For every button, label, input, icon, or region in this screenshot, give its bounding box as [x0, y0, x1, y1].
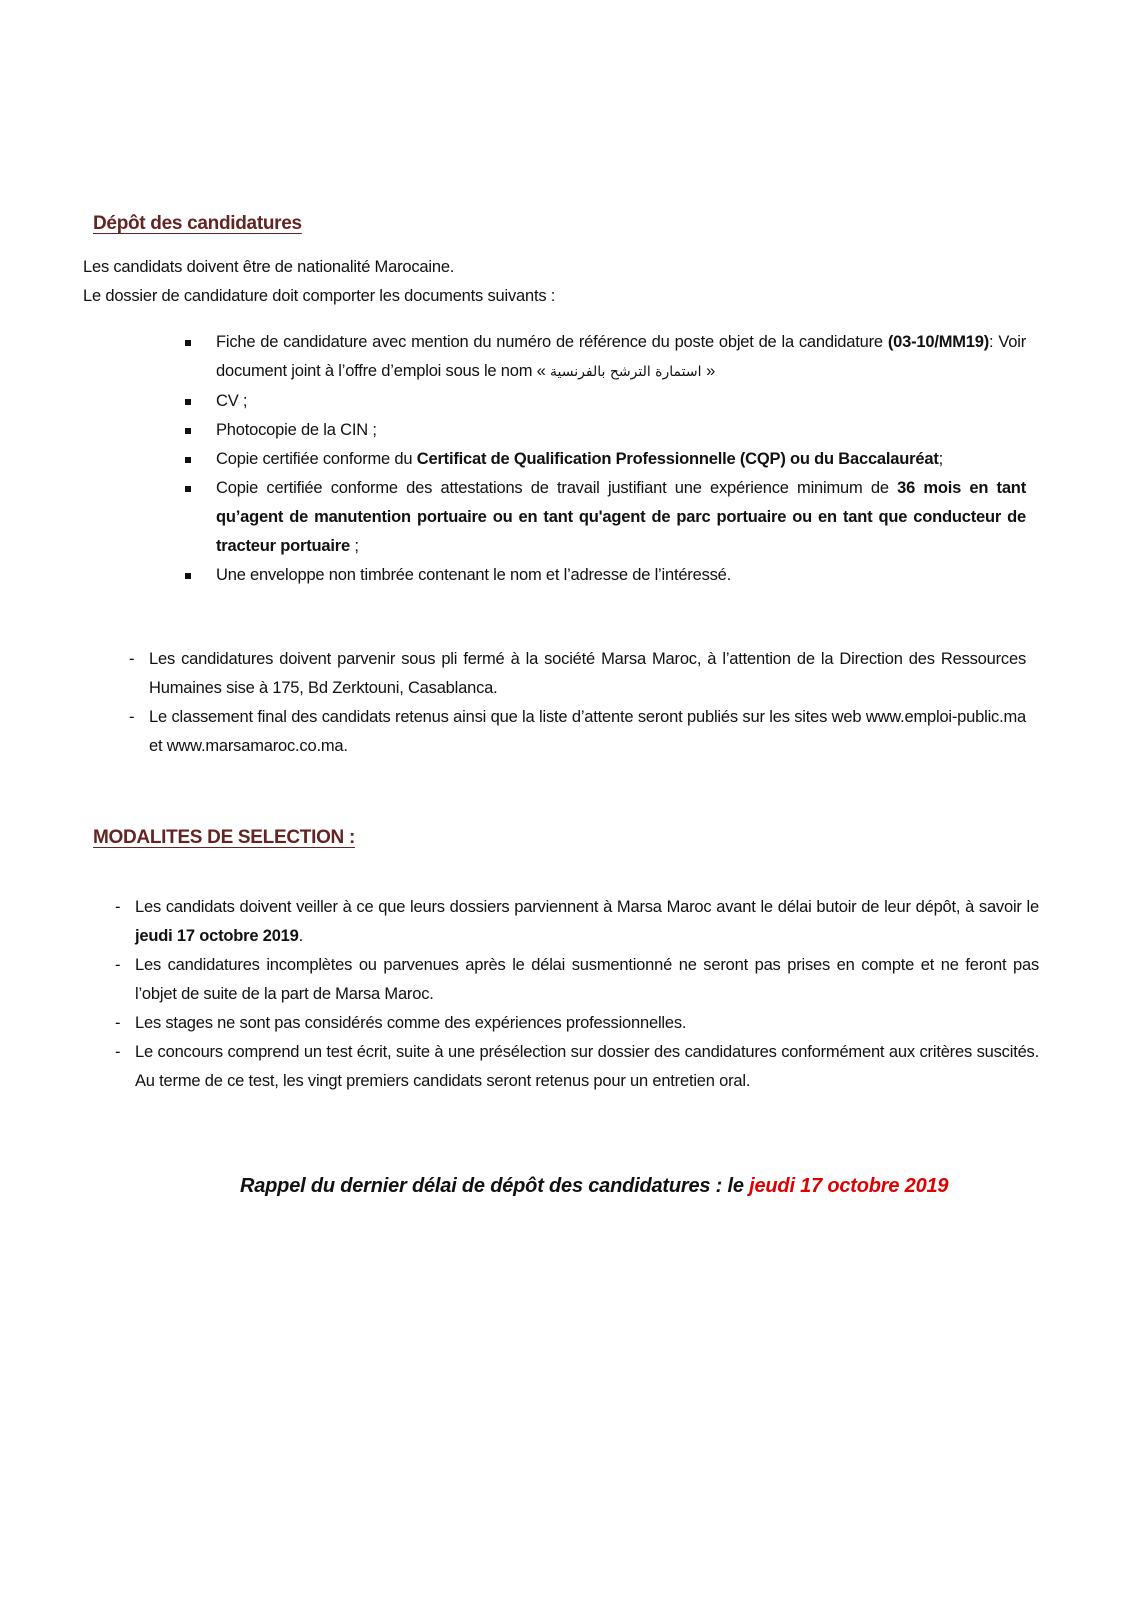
section-heading-selection: MODALITES DE SELECTION :	[93, 827, 355, 848]
list-item: Photocopie de la CIN ;	[216, 416, 1026, 445]
intro-nationality: Les candidats doivent être de nationalité Marocaine.	[83, 258, 455, 276]
intro-documents: Le dossier de candidature doit comporter les documents suivants :	[83, 287, 556, 305]
list-item: Une enveloppe non timbrée contenant le nom et l’adresse de l’intéressé.	[216, 561, 1026, 590]
section-heading-depot: Dépôt des candidatures	[93, 213, 302, 234]
list-item: - Les candidats doivent veiller à ce que leurs dossiers parviennent à Marsa Maroc avant le délai butoir de leur dépôt, à savoir le jeudi 17 octobre 2019.	[135, 893, 1039, 951]
list-item: - Les candidatures doivent parvenir sous pli fermé à la société Marsa Maroc, à l’attention de la Direction des Ressources Humaines sise à 175, Bd Zerktouni, Casablanca.	[149, 645, 1026, 703]
list-item: CV ;	[216, 387, 1026, 416]
selection-list	[135, 893, 1039, 1096]
list-item: - Les stages ne sont pas considérés comme des expériences professionnelles.	[135, 1009, 1039, 1038]
list-item: Copie certifiée conforme du Certificat de Qualification Professionnelle (CQP) ou du Baccalauréat;	[216, 445, 1026, 474]
list-item: - Le classement final des candidats retenus ainsi que la liste d’attente seront publiés sur les sites web www.emploi-public.ma et www.marsamaroc.co.ma.	[149, 703, 1026, 761]
deadline-date: jeudi 17 octobre 2019	[749, 1175, 949, 1197]
list-item: Copie certifiée conforme des attestations de travail justifiant une expérience minimum de 36 mois en tant qu’agent de manutention portuaire ou en tant qu'agent de parc portuaire ou en tant que conducteur de tracteur portuaire ;	[216, 474, 1026, 561]
list-item: - Le concours comprend un test écrit, suite à une présélection sur dossier des candidatures conformément aux critères suscités. Au terme de ce test, les vingt premiers candidats seront retenus pour un entretien oral.	[135, 1038, 1039, 1096]
list-item: Fiche de candidature avec mention du numéro de référence du poste objet de la candidature (03-10/MM19): Voir document joint à l’offre d’emploi sous le nom « استمارة الترشح بالفرنسية »	[216, 328, 1026, 387]
deadline-reminder: Rappel du dernier délai de dépôt des candidatures : le jeudi 17 octobre 2019	[240, 1175, 949, 1197]
documents-list	[216, 328, 1026, 590]
list-item: - Les candidatures incomplètes ou parvenues après le délai susmentionné ne seront pas prises en compte et ne feront pas l’objet de suite de la part de Marsa Maroc.	[135, 951, 1039, 1009]
submission-notes	[149, 645, 1026, 761]
